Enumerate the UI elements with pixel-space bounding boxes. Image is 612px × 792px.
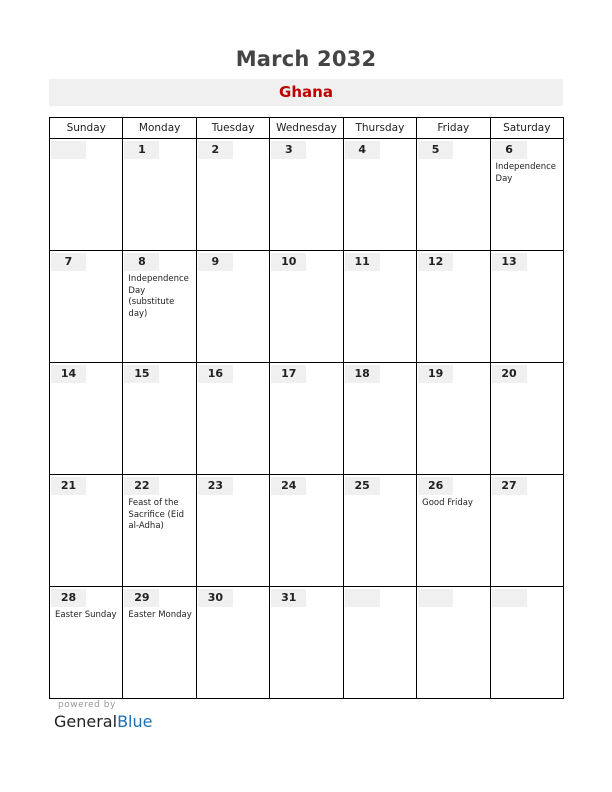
page-title: March 2032 — [235, 47, 377, 71]
holiday-label: Easter Sunday — [55, 610, 117, 620]
week-row — [50, 475, 564, 587]
day-cell — [50, 587, 123, 699]
day-cell — [490, 363, 563, 475]
generalblue-logo — [54, 712, 152, 731]
day-number: 15 — [124, 365, 159, 383]
day-number: 25 — [345, 477, 380, 495]
holiday-label: Feast of the Sacrifice (Eid al-Adha) — [128, 498, 184, 531]
country-name: Ghana — [279, 83, 333, 101]
holiday-label: Independence Day — [495, 162, 556, 184]
day-cell — [490, 251, 563, 363]
day-cell — [343, 139, 416, 251]
day-number: 7 — [51, 253, 86, 271]
day-number: 22 — [124, 477, 159, 495]
day-number: 23 — [198, 477, 233, 495]
weekday-header: Tuesday — [196, 118, 269, 139]
day-cell — [270, 363, 343, 475]
day-number: 19 — [418, 365, 453, 383]
day-cell — [196, 587, 269, 699]
day-number: 31 — [271, 589, 306, 607]
day-cell — [50, 139, 123, 251]
day-cell — [123, 139, 196, 251]
day-cell — [50, 363, 123, 475]
calendar-grid — [49, 117, 564, 699]
day-number: 1 — [124, 141, 159, 159]
weekday-header: Thursday — [343, 118, 416, 139]
day-cell — [270, 475, 343, 587]
brand-blue: Blue — [117, 712, 153, 731]
day-number: 3 — [271, 141, 306, 159]
day-cell — [490, 587, 563, 699]
day-number: 28 — [51, 589, 86, 607]
day-number: 13 — [492, 253, 527, 271]
day-cell — [343, 363, 416, 475]
day-cell — [417, 251, 490, 363]
day-cell — [196, 139, 269, 251]
day-number: 20 — [492, 365, 527, 383]
day-number: 10 — [271, 253, 306, 271]
day-number: 4 — [345, 141, 380, 159]
day-cell — [123, 587, 196, 699]
day-number: 17 — [271, 365, 306, 383]
day-number: 5 — [418, 141, 453, 159]
powered-by-text: powered by — [58, 700, 116, 710]
day-number: 27 — [492, 477, 527, 495]
day-number: 29 — [124, 589, 159, 607]
weekday-header-row — [50, 118, 564, 139]
holiday-label: Independence Day (substitute day) — [128, 274, 189, 319]
week-row — [50, 363, 564, 475]
day-number: 24 — [271, 477, 306, 495]
day-cell — [417, 587, 490, 699]
day-cell — [196, 475, 269, 587]
day-cell — [123, 251, 196, 363]
calendar-body — [50, 139, 564, 699]
day-number — [418, 589, 453, 607]
day-number: 9 — [198, 253, 233, 271]
day-number: 2 — [198, 141, 233, 159]
day-number: 16 — [198, 365, 233, 383]
holiday-label: Good Friday — [422, 498, 473, 508]
weekday-header: Saturday — [490, 118, 563, 139]
day-cell — [417, 363, 490, 475]
day-number: 30 — [198, 589, 233, 607]
day-cell — [343, 587, 416, 699]
weekday-header: Friday — [417, 118, 490, 139]
day-cell — [417, 139, 490, 251]
day-cell — [196, 251, 269, 363]
day-cell — [417, 475, 490, 587]
week-row — [50, 139, 564, 251]
day-number: 11 — [345, 253, 380, 271]
brand-general: General — [54, 712, 118, 731]
day-number — [492, 589, 527, 607]
day-number: 26 — [418, 477, 453, 495]
day-cell — [123, 363, 196, 475]
day-cell — [343, 475, 416, 587]
day-cell — [270, 251, 343, 363]
day-cell — [50, 251, 123, 363]
day-number: 6 — [492, 141, 527, 159]
day-number — [345, 589, 380, 607]
day-number: 8 — [124, 253, 159, 271]
week-row — [50, 251, 564, 363]
day-number: 21 — [51, 477, 86, 495]
day-cell — [50, 475, 123, 587]
weekday-header: Sunday — [50, 118, 123, 139]
day-cell — [196, 363, 269, 475]
day-number — [51, 141, 86, 159]
day-cell — [123, 475, 196, 587]
day-number: 12 — [418, 253, 453, 271]
day-cell — [343, 251, 416, 363]
day-number: 18 — [345, 365, 380, 383]
day-cell — [490, 475, 563, 587]
holiday-label: Easter Monday — [128, 610, 192, 620]
day-cell — [270, 139, 343, 251]
country-banner — [49, 79, 563, 106]
day-cell — [270, 587, 343, 699]
week-row — [50, 587, 564, 699]
day-number: 14 — [51, 365, 86, 383]
weekday-header: Wednesday — [270, 118, 343, 139]
day-cell — [490, 139, 563, 251]
weekday-header: Monday — [123, 118, 196, 139]
